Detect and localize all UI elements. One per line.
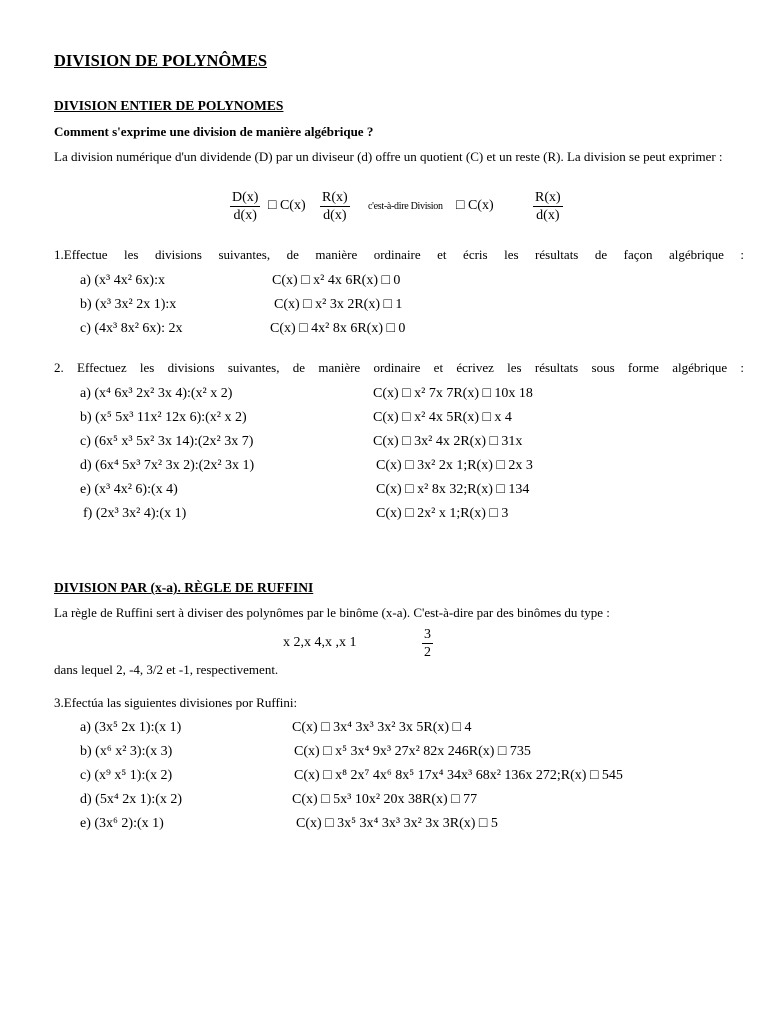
exercise2-problem-a: a) (x⁴ 6x³ 2x² 3x 4):(x² x 2): [80, 386, 233, 401]
fraction-numerator: 3: [424, 627, 431, 642]
fraction-numerator: R(x): [322, 190, 348, 205]
exercise3-result-a: C(x) □ 3x⁴ 3x³ 3x² 3x 5R(x) □ 4: [292, 720, 472, 735]
exercise3-problem-d: d) (5x⁴ 2x 1):(x 2): [80, 792, 183, 807]
exercise3-problem-a: a) (3x⁵ 2x 1):(x 1): [80, 720, 182, 735]
exercise3-instruction: 3.Efectúa las siguientes divisiones por Ruffini:: [54, 695, 298, 710]
fraction-denominator: d(x): [233, 208, 257, 223]
formula-middle-text: c'est-à-dire Division: [368, 201, 443, 212]
section-heading-ruffini: DIVISION PAR (x-a). RÈGLE DE RUFFINI: [54, 580, 314, 595]
exercise2-instruction: 2. Effectuez les divisions suivantes, de manière ordinaire et écrivez les résultats sous forme algébrique :: [54, 360, 744, 375]
binome-fraction: [422, 626, 433, 661]
ruffini-note: dans lequel 2, -4, 3/2 et -1, respectivement.: [54, 662, 279, 677]
exercise3-result-b: C(x) □ x⁵ 3x⁴ 9x³ 27x² 82x 246R(x) □ 735: [294, 744, 531, 759]
fraction-denominator: d(x): [536, 208, 560, 223]
fraction-numerator: D(x): [232, 190, 259, 205]
ruffini-intro: La règle de Ruffini sert à diviser des polynômes par le binôme (x-a). C'est-à-dire par des binômes du type :: [54, 605, 610, 620]
fraction-denominator: d(x): [323, 208, 347, 223]
section-heading-division-entier: DIVISION ENTIER DE POLYNOMES: [54, 98, 284, 113]
exercise1-result-b: C(x) □ x² 3x 2R(x) □ 1: [274, 297, 403, 312]
exercise2-result-c: C(x) □ 3x² 4x 2R(x) □ 31x: [373, 434, 523, 449]
exercise2-result-e: C(x) □ x² 8x 32;R(x) □ 134: [376, 482, 530, 497]
formula-equals-c-2: □ C(x): [456, 198, 494, 213]
exercise3-problem-b: b) (x⁶ x² 3):(x 3): [80, 744, 173, 759]
exercise3-problem-e: e) (3x⁶ 2):(x 1): [80, 816, 164, 831]
exercise3-problem-c: c) (x⁹ x⁵ 1):(x 2): [80, 768, 173, 783]
page-title: DIVISION DE POLYNÔMES: [54, 51, 268, 70]
exercise1-result-a: C(x) □ x² 4x 6R(x) □ 0: [272, 273, 401, 288]
exercise2-result-b: C(x) □ x² 4x 5R(x) □ x 4: [373, 410, 512, 425]
exercise2-result-a: C(x) □ x² 7x 7R(x) □ 10x 18: [373, 386, 533, 401]
exercise2-problem-f: f) (2x³ 3x² 4):(x 1): [83, 506, 187, 521]
formula-fraction-1: [230, 189, 260, 224]
exercise3-result-e: C(x) □ 3x⁵ 3x⁴ 3x³ 3x² 3x 3R(x) □ 5: [296, 816, 498, 831]
exercise2-problem-d: d) (6x⁴ 5x³ 7x² 3x 2):(2x² 3x 1): [80, 458, 255, 473]
fraction-denominator: 2: [424, 645, 431, 660]
exercise1-problem-b: b) (x³ 3x² 2x 1):x: [80, 297, 177, 312]
exercise2-result-d: C(x) □ 3x² 2x 1;R(x) □ 2x 3: [376, 458, 533, 473]
exercise2-result-f: C(x) □ 2x² x 1;R(x) □ 3: [376, 506, 509, 521]
exercise1-problem-a: a) (x³ 4x² 6x):x: [80, 273, 165, 288]
exercise1-problem-c: c) (4x³ 8x² 6x): 2x: [80, 321, 183, 336]
intro-paragraph: La division numérique d'un dividende (D) par un diviseur (d) offre un quotient (C) et un reste (R). La division se peut exprimer :: [54, 149, 723, 164]
exercise2-problem-b: b) (x⁵ 5x³ 11x² 12x 6):(x² x 2): [80, 410, 247, 425]
exercise3-result-c: C(x) □ x⁸ 2x⁷ 4x⁶ 8x⁵ 17x⁴ 34x³ 68x² 136x 272;R(x) □ 545: [294, 768, 623, 783]
binome-types: x 2,x 4,x ,x 1: [283, 635, 357, 650]
exercise1-result-c: C(x) □ 4x² 8x 6R(x) □ 0: [270, 321, 406, 336]
formula-equals-c: □ C(x): [268, 198, 306, 213]
formula-fraction-2: [320, 189, 350, 224]
question-text: Comment s'exprime une division de manière algébrique ?: [54, 124, 374, 139]
exercise3-result-d: C(x) □ 5x³ 10x² 20x 38R(x) □ 77: [292, 792, 478, 807]
exercise2-problem-e: e) (x³ 4x² 6):(x 4): [80, 482, 178, 497]
exercise2-problem-c: c) (6x⁵ x³ 5x² 3x 14):(2x² 3x 7): [80, 434, 254, 449]
fraction-numerator: R(x): [535, 190, 561, 205]
exercise1-instruction: 1.Effectue les divisions suivantes, de manière ordinaire et écris les résultats de façon algébrique :: [54, 247, 744, 262]
formula-fraction-3: [533, 189, 563, 224]
